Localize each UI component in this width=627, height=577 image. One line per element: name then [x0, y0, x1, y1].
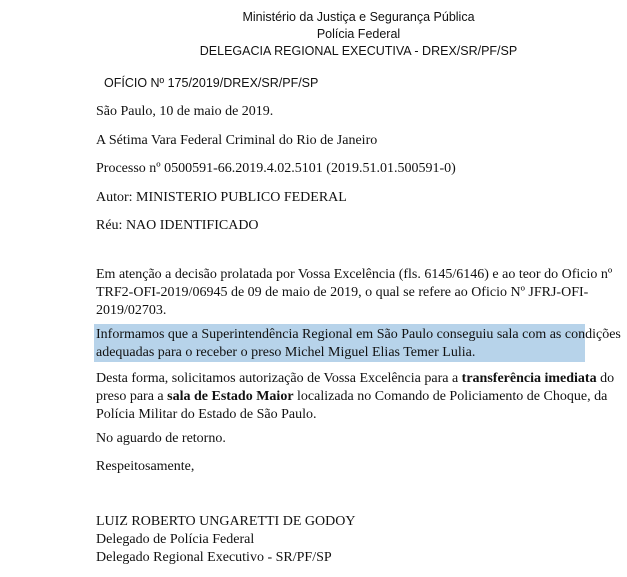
bold-transfer-phrase: transferência imediata [461, 371, 597, 386]
signatory-role: Delegado Regional Executivo - SR/PF/SP [96, 550, 332, 565]
paragraph-3-text: do [596, 371, 615, 386]
processo-line: Processo nº 0500591-66.2019.4.02.5101 (2019.51.01.500591-0) [96, 161, 456, 176]
signatory-title: Delegado de Polícia Federal [96, 532, 255, 547]
paragraph-1-line-1: Em atenção a decisão prolatada por Vossa Excelência (fls. 6145/6146) e ao teor do Oficio nº [96, 267, 613, 282]
paragraph-3-line-2 [96, 388, 607, 406]
oficio-number: OFÍCIO Nº 175/2019/DREX/SR/PF/SP [104, 76, 319, 90]
paragraph-1-line-3: 2019/02703. [96, 303, 167, 318]
letterhead [0, 9, 627, 60]
bold-room-phrase: sala de Estado Maior [167, 389, 294, 404]
paragraph-3-text: Desta forma, solicitamos autorização de Vossa Excelência para a [96, 371, 462, 386]
ministry-name: Ministério da Justiça e Segurança Pública [242, 10, 475, 24]
paragraph-3-text: localizada no Comando de Policiamento de Choque, da [293, 389, 608, 404]
paragraph-3-line-1 [96, 370, 614, 388]
paragraph-1-line-2: TRF2-OFI-2019/06945 de 09 de maio de 2019, o qual se refere ao Oficio Nº JFRJ-OFI- [96, 285, 589, 300]
signatory-name: LUIZ ROBERTO UNGARETTI DE GODOY [96, 514, 356, 529]
paragraph-3-line-3: Polícia Militar do Estado de São Paulo. [96, 407, 317, 422]
paragraph-2-line-2: adequadas para o receber o preso Michel Miguel Elias Temer Lulia. [96, 345, 476, 360]
salutation: Respeitosamente, [96, 459, 195, 474]
reu-line: Réu: NAO IDENTIFICADO [96, 218, 259, 233]
autor-line: Autor: MINISTERIO PUBLICO FEDERAL [96, 190, 347, 205]
date-line: São Paulo, 10 de maio de 2019. [96, 104, 274, 119]
agency-name: Polícia Federal [316, 27, 401, 41]
recipient-line: A Sétima Vara Federal Criminal do Rio de Janeiro [96, 133, 378, 148]
paragraph-2-line-1: Informamos que a Superintendência Regional em São Paulo conseguiu sala com as condições [96, 327, 621, 342]
closing-line: No aguardo de retorno. [96, 431, 226, 446]
office-name: DELEGACIA REGIONAL EXECUTIVA - DREX/SR/PF/SP [199, 44, 518, 58]
paragraph-3-text: preso para a [96, 389, 168, 404]
